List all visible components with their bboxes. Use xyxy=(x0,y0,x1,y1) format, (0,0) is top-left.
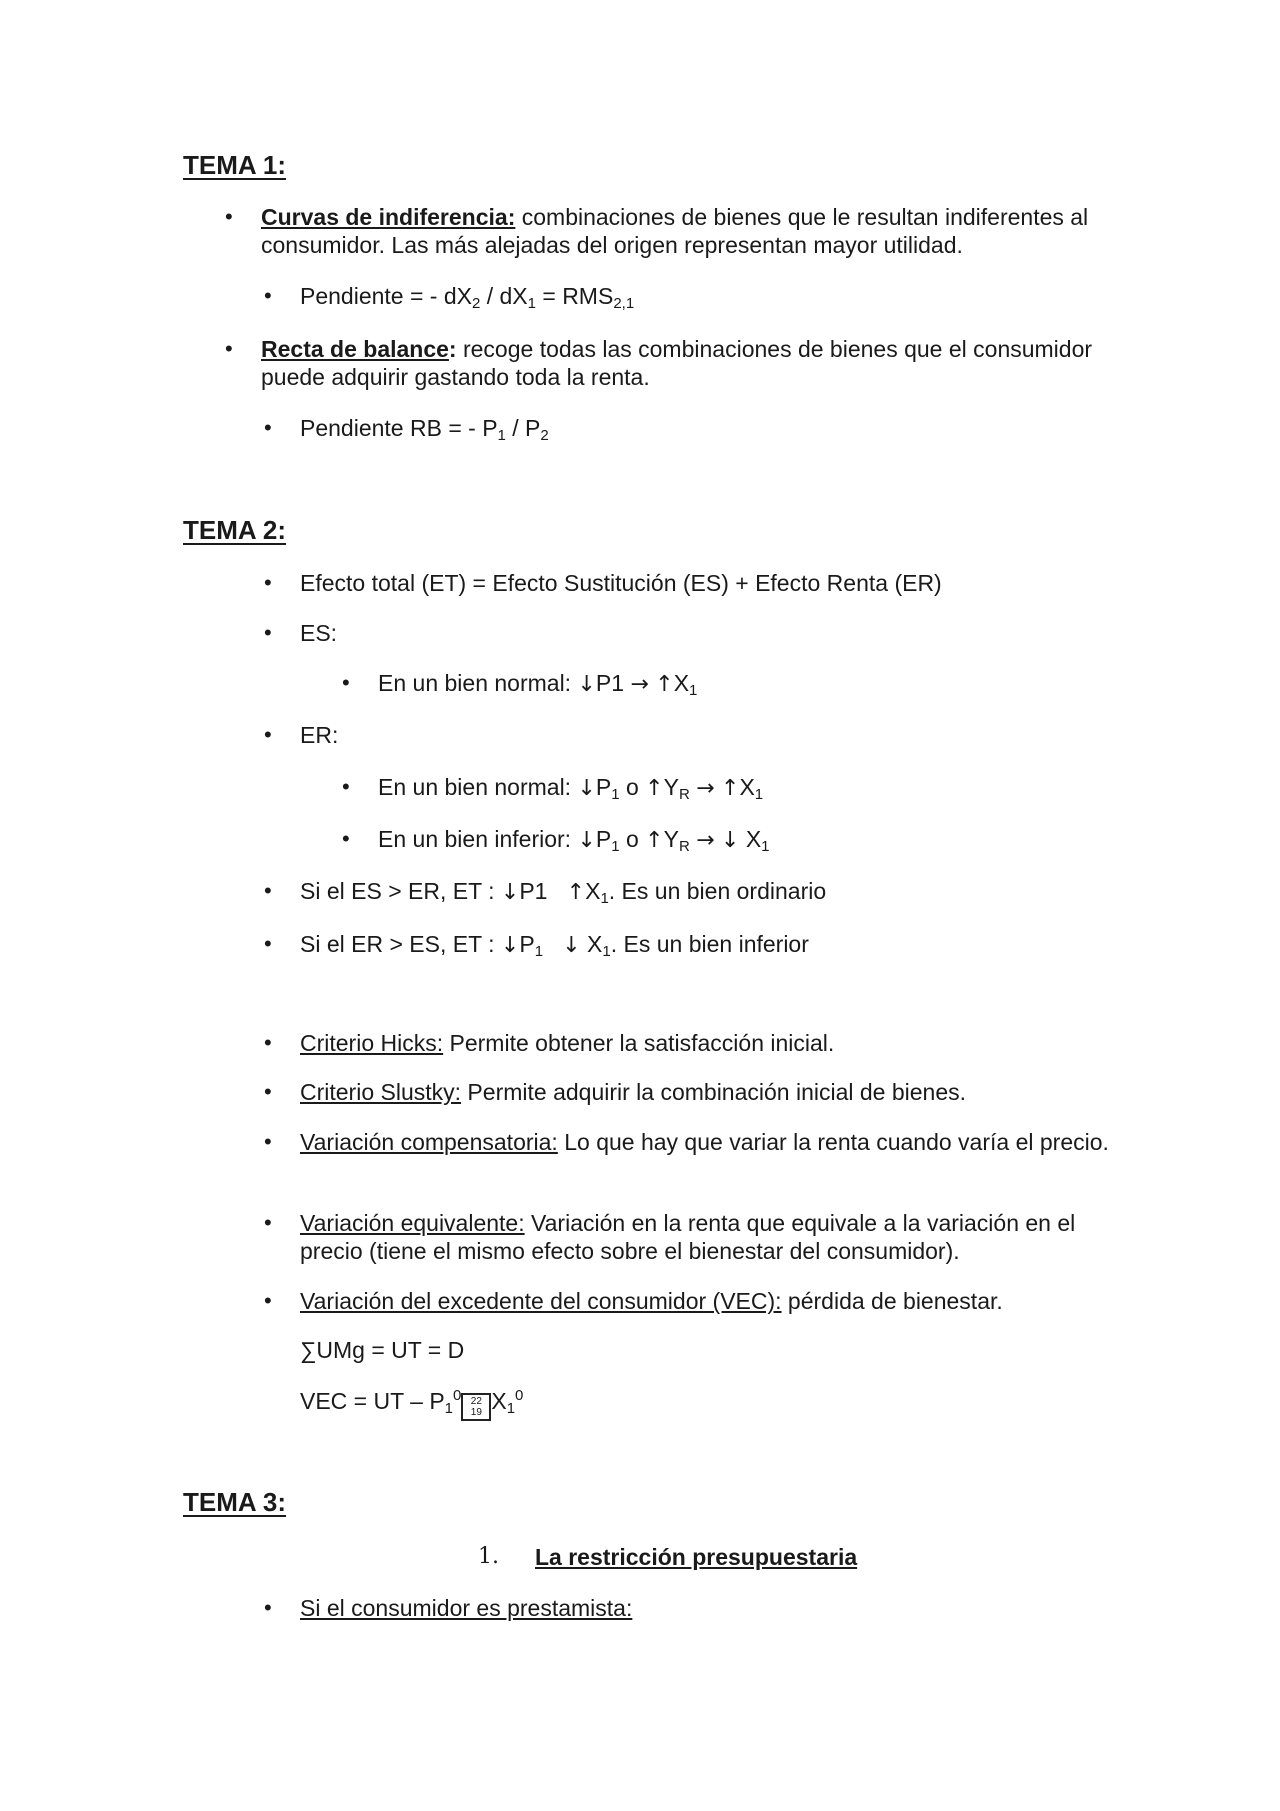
list-item-prestamista xyxy=(264,1594,1110,1622)
bullet: • xyxy=(342,670,350,695)
bullet: • xyxy=(264,1288,272,1313)
up-arrow-icon: ↑ xyxy=(645,776,664,801)
sub: 1 xyxy=(611,786,620,803)
section-number: 1. xyxy=(478,1544,499,1569)
list-item-es-mayor xyxy=(264,877,1110,907)
vec-term: Variación del excedente del consumidor (VEC): xyxy=(300,1288,782,1314)
up-arrow-icon: ↑ xyxy=(721,776,740,801)
vec-text: pérdida de bienestar. xyxy=(781,1288,1003,1314)
es-mayor-p: P1 xyxy=(519,878,548,904)
list-item-pendiente-ci xyxy=(264,282,1110,312)
er-label: ER: xyxy=(300,722,339,748)
bullet: • xyxy=(264,415,272,440)
sub: R xyxy=(678,786,690,803)
down-arrow-icon: ↓ xyxy=(500,880,520,905)
list-item-vec xyxy=(264,1287,1110,1315)
er-normal-text: En un bien normal: xyxy=(378,774,578,800)
bullet: • xyxy=(342,826,350,851)
pendiente-ci-b: / dX xyxy=(480,283,528,309)
bullet: • xyxy=(225,204,233,229)
sub: 1 xyxy=(602,943,611,960)
list-item-er xyxy=(264,721,1110,749)
glyph-bottom: 19 xyxy=(470,1407,482,1418)
es-normal-p1: P1 xyxy=(595,670,631,696)
er-normal-o: o xyxy=(619,774,646,800)
pendiente-rb-b: / P xyxy=(505,415,541,441)
curvas-text: combinaciones de bienes que le resultan indiferentes al consumidor. Las más alejadas del origen representan mayor utilidad. xyxy=(261,204,1089,258)
hicks-text: Permite obtener la satisfacción inicial. xyxy=(443,1030,835,1056)
er-normal-y: Y xyxy=(663,774,679,800)
er-inferior-p: P xyxy=(595,826,612,852)
vec-formula xyxy=(300,1387,523,1421)
es-label: ES: xyxy=(300,620,338,646)
down-arrow-icon: ↓ xyxy=(577,776,596,801)
right-arrow-icon: → xyxy=(696,776,715,801)
vc-term: Variación compensatoria: xyxy=(300,1129,558,1155)
up-arrow-icon: ↑ xyxy=(645,828,664,853)
recta-colon: : xyxy=(448,336,457,362)
glyph-top: 22 xyxy=(470,1396,482,1407)
er-inferior-text: En un bien inferior: xyxy=(378,826,578,852)
list-item-pendiente-rb xyxy=(264,414,1110,444)
list-item-ve xyxy=(264,1209,1110,1265)
er-inferior-x: X xyxy=(739,826,762,852)
bullet: • xyxy=(264,878,272,903)
bullet: • xyxy=(264,931,272,956)
hicks-term: Criterio Hicks: xyxy=(300,1030,444,1056)
list-item-er-mayor xyxy=(264,930,1110,960)
bullet: • xyxy=(264,1030,272,1055)
list-item-curvas xyxy=(225,203,1111,259)
down-arrow-icon: ↓ xyxy=(577,672,596,697)
sup: 0 xyxy=(515,1387,524,1404)
vc-text: Lo que hay que variar la renta cuando varía el precio. xyxy=(557,1129,1109,1155)
tema2-heading: TEMA 2: xyxy=(183,515,287,545)
sub: 1 xyxy=(689,682,698,699)
er-mayor-x: X xyxy=(580,931,603,957)
down-arrow-icon: ↓ xyxy=(500,933,520,958)
pendiente-rb-a: Pendiente RB = - P xyxy=(300,415,498,441)
list-item-vc xyxy=(264,1127,1110,1157)
prestamista-text: Si el consumidor es prestamista: xyxy=(300,1595,633,1621)
bullet: • xyxy=(264,570,272,595)
sup: 0 xyxy=(453,1387,462,1404)
er-normal-p: P xyxy=(595,774,612,800)
sub: 1 xyxy=(534,943,544,960)
sub: 1 xyxy=(506,1400,516,1417)
recta-text: recoge todas las combinaciones de bienes que el consumidor puede adquirir gastando toda la renta. xyxy=(261,336,1093,390)
list-item-recta xyxy=(225,335,1111,391)
vec-formula-x: X xyxy=(491,1388,507,1414)
er-inferior-y: Y xyxy=(663,826,679,852)
sub: 2 xyxy=(471,295,481,312)
slutsky-text: Permite adquirir la combinación inicial de bienes. xyxy=(461,1079,967,1105)
missing-glyph-icon xyxy=(461,1393,491,1421)
er-mayor-p: P xyxy=(519,931,535,957)
bullet: • xyxy=(264,722,272,747)
bullet: • xyxy=(264,620,272,645)
sub: 1 xyxy=(497,427,506,444)
pendiente-ci-a: Pendiente = - dX xyxy=(300,283,472,309)
sub: 2,1 xyxy=(613,295,635,312)
down-arrow-icon: ↓ xyxy=(721,828,740,853)
sub: 1 xyxy=(527,295,536,312)
er-inferior-o: o xyxy=(619,826,646,852)
list-item-er-normal xyxy=(342,773,1108,803)
list-item-efecto-total xyxy=(264,569,1110,597)
right-arrow-icon: → xyxy=(630,672,649,697)
section-title: La restricción presupuestaria xyxy=(535,1544,858,1570)
bullet: • xyxy=(264,1210,272,1235)
list-item-slutsky xyxy=(264,1078,1110,1106)
es-mayor-tail: . Es un bien ordinario xyxy=(608,878,827,904)
list-item-es xyxy=(264,619,1110,647)
er-mayor-a: Si el ER > ES, ET : xyxy=(300,931,501,957)
recta-term: Recta de balance xyxy=(261,336,449,362)
sub: 1 xyxy=(754,786,764,803)
es-normal-x: X xyxy=(673,670,690,696)
up-arrow-icon: ↑ xyxy=(655,672,674,697)
curvas-term: Curvas de indiferencia: xyxy=(261,204,516,230)
es-mayor-a: Si el ES > ER, ET : xyxy=(300,878,501,904)
sub: 1 xyxy=(611,838,620,855)
pendiente-ci-c: = RMS xyxy=(535,283,614,309)
slutsky-term: Criterio Slustky: xyxy=(300,1079,462,1105)
list-item-hicks xyxy=(264,1029,1110,1057)
er-mayor-tail: . Es un bien inferior xyxy=(610,931,809,957)
ve-text: Variación en la renta que equivale a la variación en el precio (tiene el mismo efecto sobre el bienestar del consumidor). xyxy=(300,1210,1076,1264)
list-item-er-inferior xyxy=(342,825,1108,855)
tema1-heading: TEMA 1: xyxy=(183,150,287,180)
sub: 1 xyxy=(444,1400,454,1417)
down-arrow-icon: ↓ xyxy=(562,933,581,958)
sub: 2 xyxy=(540,427,549,444)
bullet: • xyxy=(264,1129,272,1154)
er-normal-x: X xyxy=(739,774,755,800)
sum-formula: ∑UMg = UT = D xyxy=(300,1337,465,1363)
down-arrow-icon: ↓ xyxy=(577,828,596,853)
sub: 1 xyxy=(600,890,609,907)
list-item-es-normal xyxy=(342,669,1108,699)
bullet: • xyxy=(342,774,350,799)
bullet: • xyxy=(264,1595,272,1620)
sub: R xyxy=(678,838,690,855)
bullet: • xyxy=(225,336,233,361)
right-arrow-icon: → xyxy=(696,828,715,853)
es-mayor-x: X xyxy=(585,878,601,904)
bullet: • xyxy=(264,1079,272,1104)
up-arrow-icon: ↑ xyxy=(566,880,586,905)
ve-term: Variación equivalente: xyxy=(300,1210,525,1236)
tema3-heading: TEMA 3: xyxy=(183,1487,287,1517)
bullet: • xyxy=(264,283,272,308)
efecto-total-text: Efecto total (ET) = Efecto Sustitución (ES) + Efecto Renta (ER) xyxy=(300,570,942,596)
vec-formula-a: VEC = UT – P xyxy=(300,1388,445,1414)
sub: 1 xyxy=(761,838,770,855)
es-normal-text: En un bien normal: xyxy=(378,670,578,696)
